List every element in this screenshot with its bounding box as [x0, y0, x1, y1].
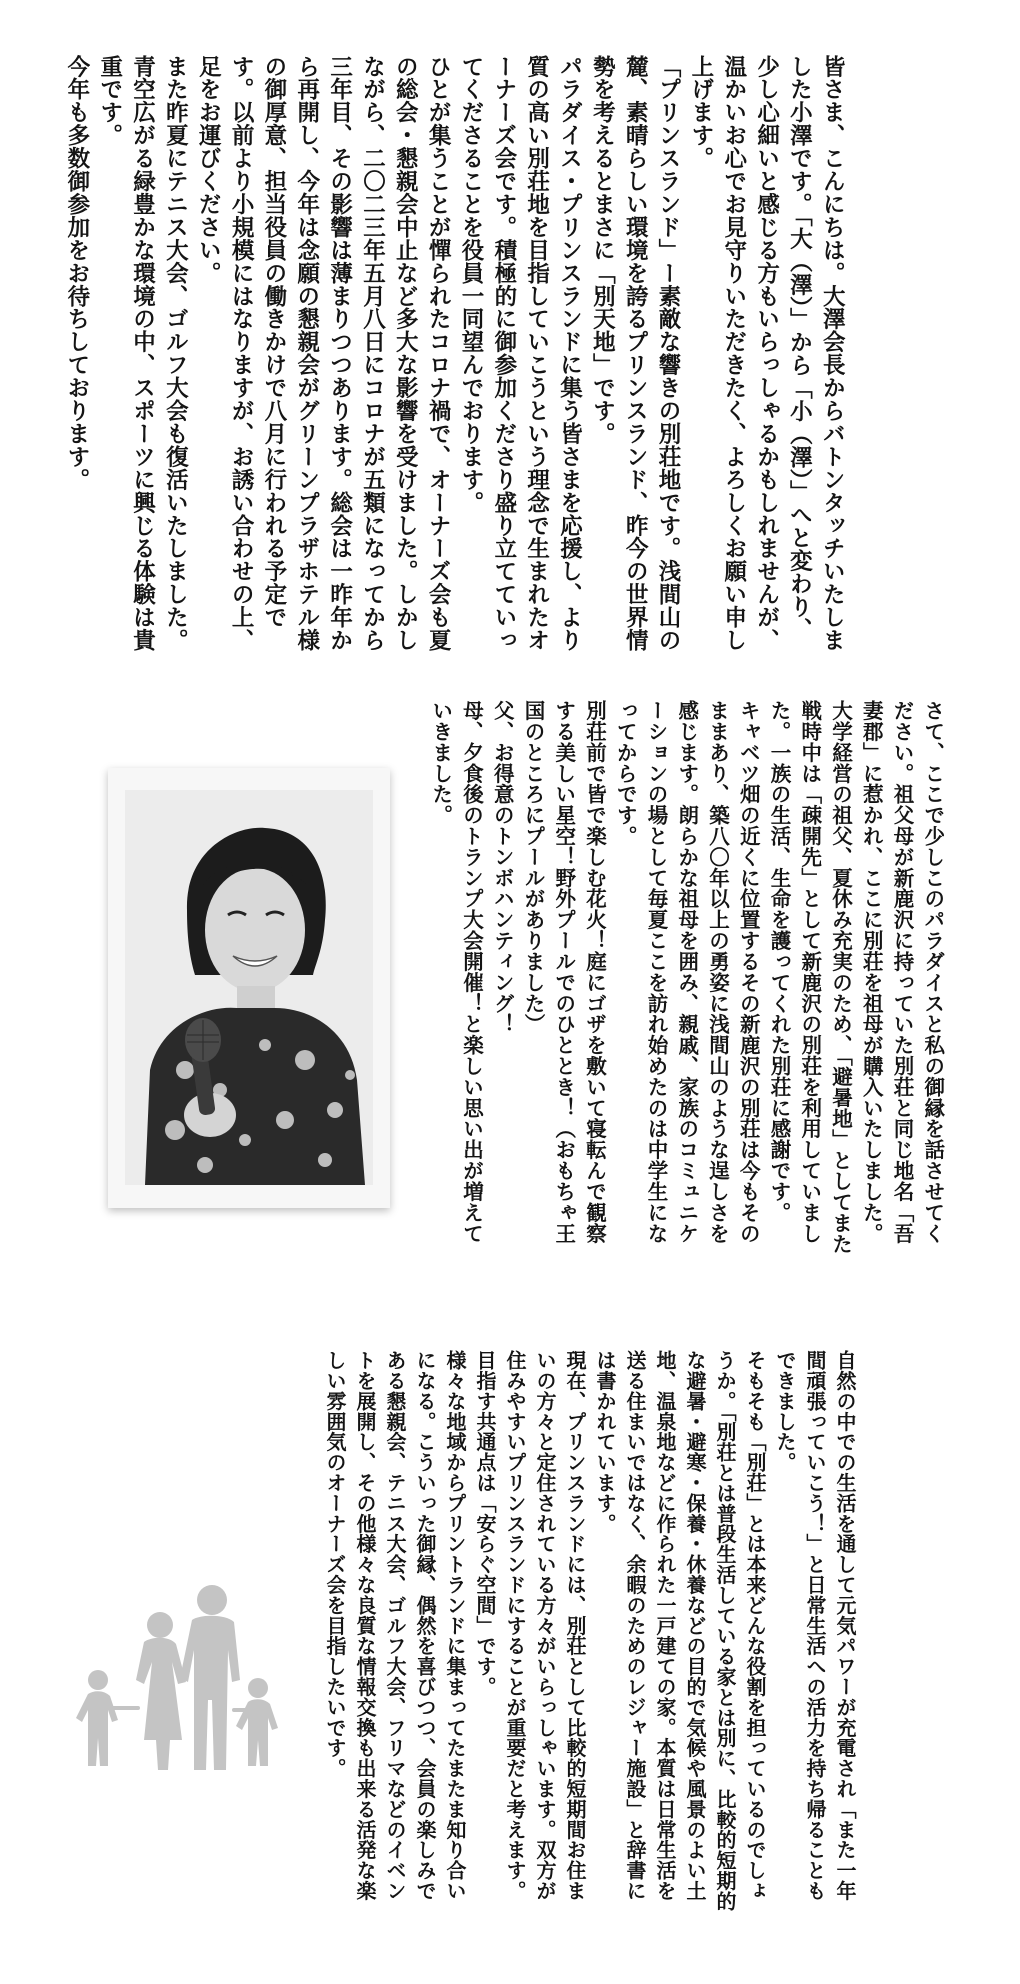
memories-paragraph: 別荘前で皆で楽しむ花火！庭にゴザを敷いて寝転んで観察する美しい星空！野外プールでのひととき！（おもちゃ王国のところにプールがありました）	[521, 700, 607, 1244]
article-memories	[425, 700, 975, 1260]
family-silhouette-icon	[60, 1570, 300, 1780]
article-memories-text	[425, 700, 948, 1260]
intro-paragraph: パラダイス・プリンスランドに集う皆さまを応援し、より質の高い別荘地を目指していこうという理念で生まれたオーナーズ会です。積極的に御参加くださり盛り立てていってくださることを役員一同望んでおります。	[457, 55, 583, 652]
intro-paragraph: 今年も多数御参加をお待ちしております。	[63, 55, 90, 492]
memories-paragraph: さて、ここで少しこのパラダイスと私の御縁を話させてください。祖父母が新鹿沢に持っていた別荘と同じ地名「吾妻郡」に惹かれ、ここに別荘を祖母が購入いたしました。	[859, 700, 945, 1244]
article-intro	[60, 55, 975, 655]
vision-paragraph: そもそも「別荘」とは本来どんな役割を担っているのでしょうか。「別荘とは普段生活している家とは別に、比較的短期的な避暑・避寒・保養・休養などの目的で気候や風景のよい土地、温泉地などに作られた一戸建ての家。本質は日常生活を送る住まいではなく、余暇のためのレジャー施設」と辞書には書かれています。	[593, 1350, 767, 1912]
intro-paragraph: 皆さま、こんにちは。大澤会長からバトンタッチいたしました小澤です。「大（澤）」から「小（澤）」へと変わり、少し心細いと感じる方もいらっしゃるかもしれませんが、温かいお心でお見守りいただきたく、よろしくお願い申し上げます。	[687, 55, 846, 652]
portrait-photo	[125, 790, 373, 1185]
intro-paragraph: また昨夏にテニス大会、ゴルフ大会も復活いたしました。青空広がる緑豊かな環境の中、スポーツに興じる体験は貴重です。	[96, 55, 189, 652]
portrait-image	[125, 790, 373, 1185]
memories-paragraph: 大学経営の祖父、夏休み充実のため、「避暑地」としてまた戦時中は「疎開先」として新鹿沢の別荘を利用していました。一族の生活、生命を護ってくれた別荘に感謝です。	[767, 700, 853, 1255]
intro-paragraph: ひとが集うことが憚られたコロナ禍で、オーナーズ会も夏の総会・懇親会中止など多大な影響を受けました。しかしながら、二〇二三年五月八日にコロナが五類になってから三年目、その影響は薄まりつつあります。総会は一昨年から再開し、今年は念願の懇親会がグリーンプラザホテル様の御厚意、担当役員の働きかけで八月に行われる予定です。以前より小規模にはなりますが、お誘い合わせの上、足をお運びください。	[195, 55, 452, 652]
vision-paragraph: 様々な地域からプリントランドに集まってたまたま知り合いになる。こういった御縁、偶然を喜びつつ、会員の楽しみである懇親会、テニス大会、ゴルフ大会、フリマなどのイベントを展開し、その他様々な良質な情報交換も出来る活発な楽しい雰囲気のオーナーズ会を目指したいです。	[323, 1350, 467, 1901]
family-silhouette	[60, 1570, 300, 1780]
article-vision-text	[320, 1350, 860, 1920]
article-vision	[320, 1350, 975, 1920]
memories-paragraph: キャベツ畑の近くに位置するその新鹿沢の別荘は今もそのままあり、築八〇年以上の勇姿に浅間山のような逞しさを感じます。朗らかな祖母を囲み、親戚、家族のコミュニケーションの場として毎夏ここを訪れ始めたのは中学生になってからです。	[613, 700, 761, 1244]
vision-paragraph: 自然の中での生活を通して元気パワーが充電され「また一年間頑張っていこう！」と日常生活への活力を持ち帰ることもできました。	[773, 1350, 857, 1901]
memories-paragraph: 父、お得意のトンボハンティング！	[490, 700, 515, 1035]
intro-paragraph: 「プリンスランド」ー素敵な響きの別荘地です。浅間山の麓、素晴らしい環境を誇るプリンスランド、昨今の世界情勢を考えるとまさに「別天地」です。	[589, 55, 682, 652]
vision-paragraph: 現在、プリンスランドには、別荘として比較的短期間お住まいの方々と定住されている方々がいらっしゃいます。双方が住みやすいプリンスランドにすることが重要だと考えます。目指す共通点は「安らぐ空間」です。	[473, 1350, 587, 1901]
memories-paragraph: 母、夕食後のトランプ大会開催！と楽しい思い出が増えていきました。	[428, 700, 484, 1244]
portrait-photo-frame	[108, 768, 390, 1208]
article-intro-text	[60, 55, 848, 655]
